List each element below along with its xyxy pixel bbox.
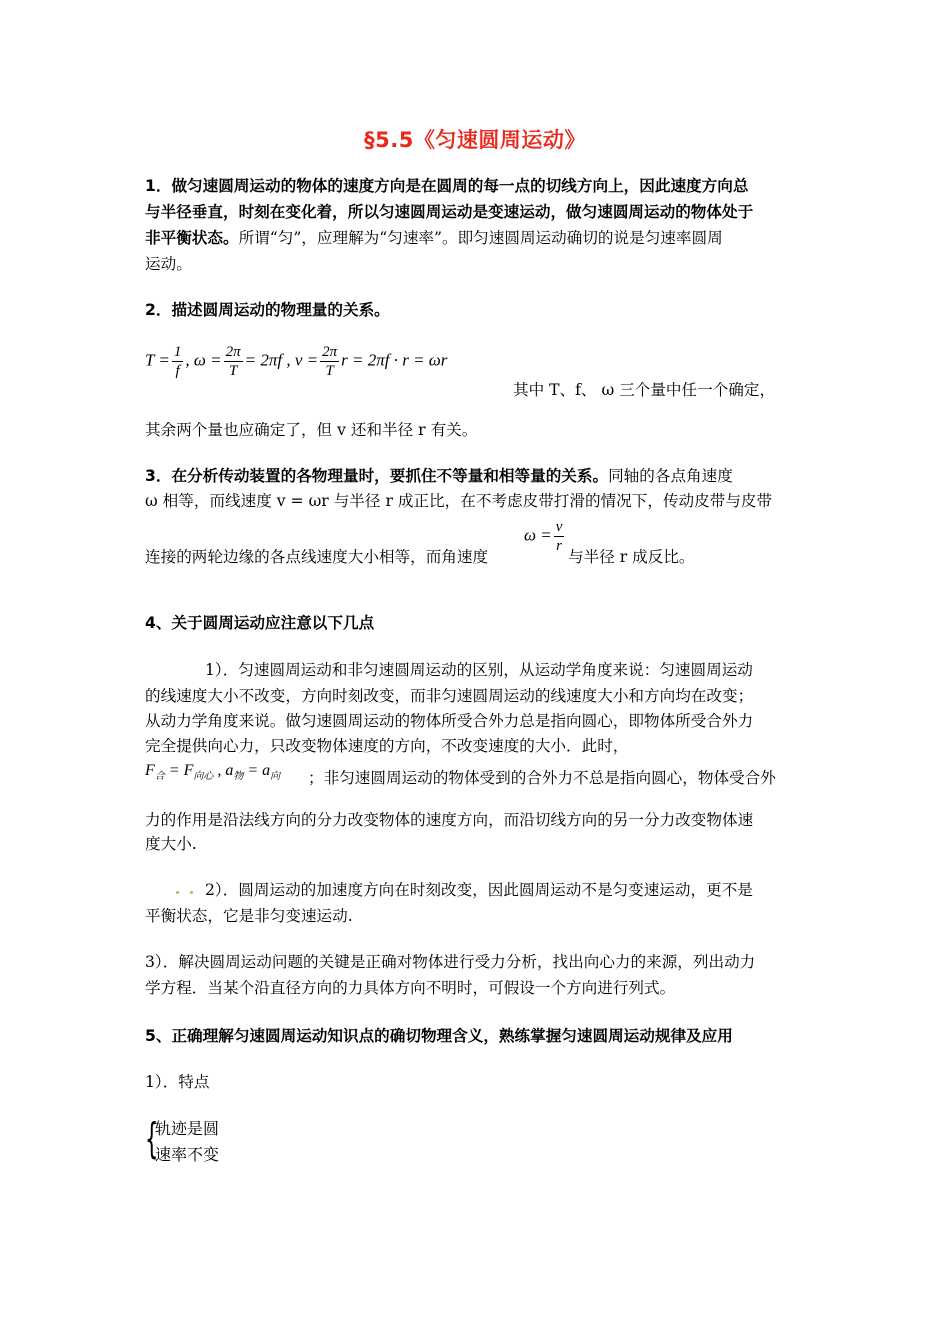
formula-force: $F_合 = F_{向心}$ , $a_物 = a_向$ — [145, 762, 281, 783]
decorative-dot — [190, 891, 193, 894]
p4-s1-line-1: 1）．匀速圆周运动和非匀速圆周运动的区别，从运动学角度来说：匀速圆周运动 — [205, 661, 753, 679]
p4-s1-line-7: 度大小. — [145, 835, 197, 853]
decorative-dot — [176, 891, 179, 894]
p1-line-3 — [145, 228, 723, 248]
feature-2: 速率不变 — [155, 1145, 220, 1164]
p3-line-1 — [145, 466, 733, 486]
p3-line-1-bold: 3．在分析传动装置的各物理量时，要抓住不等量和相等量的关系。 — [145, 467, 609, 485]
p1-line-3-rest: 所谓“匀”，应理解为“匀速率”。即匀速圆周运动确切的说是匀速率圆周 — [238, 229, 723, 247]
left-brace-icon: { — [145, 1114, 159, 1163]
p4-s1-line-2: 的线速度大小不改变，方向时刻改变，而非匀速圆周运动的线速度大小和方向均在改变； — [145, 687, 754, 705]
p4-s3-line-2: 学方程．当某个沿直径方向的力具体方向不明时，可假设一个方向进行列式。 — [145, 979, 676, 997]
p4-s1-line-6: 力的作用是沿法线方向的分力改变物体的速度方向，而沿切线方向的另一分力改变物体速 — [145, 811, 754, 829]
p1-line-2: 与半径垂直，时刻在变化着，所以匀速圆周运动是变速运动，做匀速圆周运动的物体处于 — [145, 203, 754, 221]
formula-period: T = $\frac{1}{f}$ , ω = $\frac{2\pi}{T}$ = 2πf , v = $\frac{2\pi}{T}$ r = 2πf · r = ωr — [145, 344, 448, 379]
formula-note: 其中 T、f、 ω 三个量中任一个确定， — [513, 381, 776, 399]
p2-line-2: 其余两个量也应确定了，但 v 还和半径 r 有关。 — [145, 421, 478, 439]
p4-s2-line-1: 2）．圆周运动的加速度方向在时刻改变，因此圆周运动不是匀变速运动，更不是 — [205, 881, 753, 899]
p4-s1-line-5: ；非匀速圆周运动的物体受到的合外力不总是指向圆心，物体受合外 — [308, 769, 776, 787]
p1-line-3-bold: 非平衡状态。 — [145, 229, 239, 247]
p5-heading: 5、正确理解匀速圆周运动知识点的确切物理含义，熟练掌握匀速圆周运动规律及应用 — [145, 1027, 733, 1045]
p4-heading: 4、关于圆周运动应注意以下几点 — [145, 614, 375, 632]
p3-line-3b: 与半径 r 成反比。 — [568, 548, 695, 566]
p1-line-4: 运动。 — [145, 255, 192, 273]
p5-sub-1: 1）．特点 — [145, 1073, 210, 1091]
p4-s3-line-1: 3）．解决圆周运动问题的关键是正确对物体进行受力分析，找出向心力的来源，列出动力 — [145, 953, 756, 971]
feature-1: 轨迹是圆 — [155, 1119, 220, 1138]
p1-line-1: 1．做匀速圆周运动的物体的速度方向是在圆周的每一点的切线方向上，因此速度方向总 — [145, 177, 749, 195]
p3-line-1-rest: 同轴的各点角速度 — [608, 467, 733, 485]
p4-s1-line-4: 完全提供向心力，只改变物体速度的方向，不改变速度的大小．此时， — [145, 737, 629, 755]
p4-s1-line-3: 从动力学角度来说。做匀速圆周运动的物体所受合外力总是指向圆心，即物体所受合外力 — [145, 712, 754, 730]
page-title: §5.5《匀速圆周运动》 — [364, 128, 586, 152]
p3-line-3a: 连接的两轮边缘的各点线速度大小相等，而角速度 — [145, 548, 489, 566]
p2-heading: 2．描述圆周运动的物理量的关系。 — [145, 301, 390, 319]
formula-omega: ω = $\frac{v}{r}$ — [524, 519, 563, 554]
p3-line-2: ω 相等，而线速度 v = ωr 与半径 r 成正比，在不考虑皮带打滑的情况下，传动皮带与皮带 — [145, 492, 773, 510]
p4-s2-line-2: 平衡状态，它是非匀变速运动. — [145, 907, 353, 925]
